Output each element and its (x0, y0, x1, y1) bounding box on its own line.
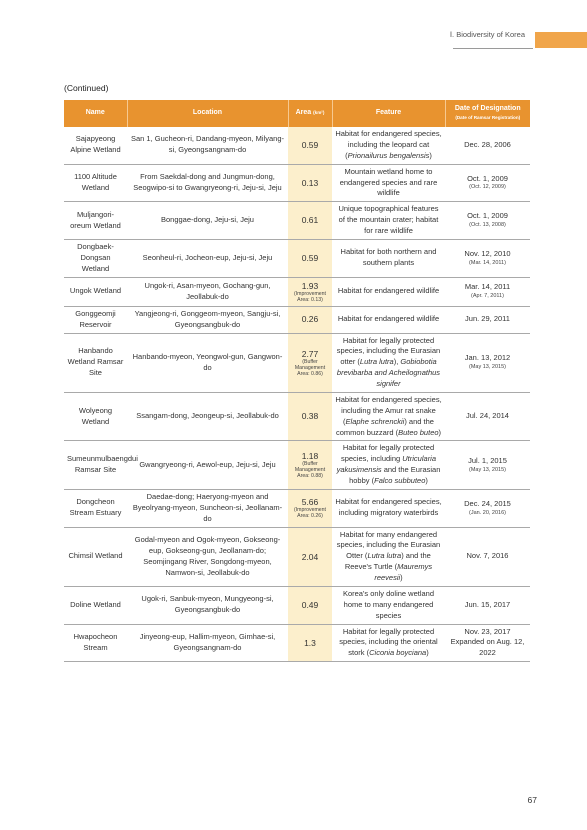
cell-name: 1100 Altitude Wetland (64, 164, 127, 202)
table-row (64, 333, 530, 392)
cell-area (288, 277, 332, 306)
cell-location: Daedae-dong; Haeryong-myeon and Byeolryang-myeon, Suncheon-si, Jeollanam-do (127, 489, 288, 527)
col-header-name: Name (64, 100, 127, 127)
cell-date (445, 392, 530, 441)
cell-name: Dongbaek-Dongsan Wetland (64, 239, 127, 277)
cell-name: Dongcheon Stream Estuary (64, 489, 127, 527)
cell-feature (332, 127, 445, 164)
species-name: Prionailurus bengalensis (347, 150, 430, 160)
table-row (64, 202, 530, 240)
feature-text: ), (393, 357, 401, 367)
feature-text: Habitat for both northern and southern plants (340, 247, 437, 268)
cell-name: Gonggeomji Reservoir (64, 306, 127, 333)
ramsar-date: (Oct. 13, 2008) (469, 222, 506, 229)
area-value: 0.38 (301, 411, 319, 422)
cell-feature (332, 202, 445, 240)
designation-date: Jun. 15, 2017 (464, 599, 511, 609)
species-name: Lutra lutra (359, 357, 394, 367)
feature-text: ) (429, 150, 432, 160)
cell-date (445, 277, 530, 306)
cell-feature (332, 441, 445, 490)
cell-feature (332, 624, 445, 662)
table-row (64, 489, 530, 527)
cell-location: Gwangryeong-ri, Aewol-eup, Jeju-si, Jeju (127, 441, 288, 490)
designation-date: Dec. 28, 2006 (464, 139, 511, 149)
cell-name: Wolyeong Wetland (64, 392, 127, 441)
cell-name: Hanbando Wetland Ramsar Site (64, 333, 127, 392)
col-header-area-unit: (km²) (313, 110, 325, 116)
ramsar-date: (May 13, 2015) (469, 364, 506, 371)
cell-feature (332, 527, 445, 586)
species-name: Falco subbuteo (374, 476, 426, 485)
feature-text: Habitat for endangered wildlife (337, 286, 440, 296)
cell-area (288, 441, 332, 490)
species-name: Lutra lutra (367, 551, 402, 561)
cell-location: Yangjeong-ri, Gonggeom-myeon, Sangju-si, Gyeongsangbuk-do (127, 306, 288, 333)
cell-date (445, 441, 530, 490)
cell-feature (332, 586, 445, 624)
feature-text: Habitat for legally protected species, including (340, 443, 435, 464)
chapter-rule (453, 48, 533, 49)
cell-feature (332, 239, 445, 277)
table-row (64, 306, 530, 333)
area-value: 0.13 (301, 177, 319, 188)
page-number: 67 (527, 795, 537, 805)
ramsar-date: (Oct. 12, 2009) (469, 184, 506, 191)
species-name: Ciconia boyciana (369, 648, 427, 658)
table-row (64, 527, 530, 586)
col-header-date-label: Date of Designation (454, 105, 521, 113)
designation-date: Jul. 1, 2015 (468, 455, 507, 465)
species-name: Gobiobotia brevibarba and Acheilognathus signifer (336, 357, 441, 388)
feature-text: and the Eurasian hobby ( (349, 465, 441, 485)
ramsar-date: (Apr. 7, 2011) (471, 293, 504, 300)
cell-name: Sajapyeong Alpine Wetland (64, 127, 127, 164)
wetland-table (64, 100, 530, 662)
feature-text: Habitat for many endangered species, including the Eurasian Otter ( (336, 529, 441, 561)
feature-text: Habitat for endangered species, including the leopard cat ( (335, 129, 442, 160)
col-header-date-sub: (Date of Ramsar Registration) (455, 114, 521, 120)
area-value: 0.59 (301, 140, 319, 151)
continued-label: (Continued) (64, 83, 109, 93)
feature-text: Habitat for legally protected species, including the oriental stork ( (339, 626, 438, 658)
area-value: 5.66 (301, 497, 319, 508)
cell-date (445, 489, 530, 527)
area-note: (Buffer Management Area: 0.86) (294, 358, 326, 377)
area-value: 0.26 (301, 314, 319, 325)
cell-location: Ugok-ri, Sanbuk-myeon, Mungyeong-si, Gyeongsangbuk-do (127, 586, 288, 624)
cell-location: Seonheul-ri, Jocheon-eup, Jeju-si, Jeju (127, 239, 288, 277)
species-name: Buteo buteo (398, 427, 439, 437)
species-name: Elaphe schrenckii (345, 416, 405, 426)
cell-location: From Saekdal-dong and Jungmun-dong, Seogwipo-si to Gwangryeong-ri, Jeju-si, Jeju (127, 164, 288, 202)
cell-name: Ungok Wetland (64, 277, 127, 306)
cell-area (288, 489, 332, 527)
feature-text: Unique topographical features of the mountain crater; habitat for rare wildlife (338, 204, 439, 235)
designation-date: Jun. 29, 2011 (465, 314, 510, 324)
cell-area (288, 392, 332, 441)
cell-area (288, 239, 332, 277)
cell-date (445, 527, 530, 586)
chapter-title: Ⅰ. Biodiversity of Korea (449, 30, 525, 39)
col-header-location: Location (127, 100, 288, 127)
area-value: 2.04 (301, 551, 319, 562)
feature-text: ) (438, 427, 442, 437)
designation-date: Nov. 7, 2016 (466, 551, 509, 561)
area-value: 1.3 (304, 637, 316, 648)
cell-date (445, 202, 530, 240)
species-name: Utricularia yakusimensis (336, 454, 437, 475)
table-row (64, 239, 530, 277)
feature-text: Mountain wetland home to endangered species and rare wildlife (339, 166, 438, 198)
cell-location: Godal-myeon and Ogok-myeon, Gokseong-eup, Gokseong-gun, Jeollanam-do; Seomjingang River, Songdong-myeon, Namwon-si, Jeollabuk-do (127, 527, 288, 586)
cell-date (445, 306, 530, 333)
table-row (64, 164, 530, 202)
cell-location: San 1, Gucheon-ri, Dandang-myeon, Milyang-si, Gyeongsangnam-do (127, 127, 288, 164)
feature-text: Habitat for endangered species, including migratory waterbirds (335, 497, 442, 518)
cell-feature (332, 306, 445, 333)
cell-name: Doline Wetland (64, 586, 127, 624)
table-row (64, 441, 530, 490)
col-header-date (445, 100, 530, 127)
area-note: (Improvement Area: 0.26) (294, 507, 326, 520)
designation-date: Dec. 24, 2015 (464, 498, 511, 508)
cell-date (445, 624, 530, 662)
cell-location: Ssangam-dong, Jeongeup-si, Jeollabuk-do (127, 392, 288, 441)
cell-area (288, 306, 332, 333)
feature-text: ) and the Reeve's Turtle ( (344, 551, 431, 572)
cell-area (288, 586, 332, 624)
cell-date (445, 164, 530, 202)
chapter-tab (535, 32, 587, 48)
cell-location: Jinyeong-eup, Hallim-myeon, Gimhae-si, Gyeongsangnam-do (127, 624, 288, 662)
col-header-area-label: Area (295, 109, 312, 117)
cell-date (445, 239, 530, 277)
cell-date (445, 127, 530, 164)
area-value: 1.93 (301, 280, 319, 291)
chapter-header (0, 0, 587, 50)
ramsar-date: (May 13, 2015) (469, 466, 506, 473)
cell-area (288, 527, 332, 586)
cell-date (445, 333, 530, 392)
area-note: (Buffer Management Area: 0.88) (294, 461, 326, 480)
cell-area (288, 127, 332, 164)
table-row (64, 624, 530, 662)
cell-feature (332, 164, 445, 202)
cell-location: Bonggae-dong, Jeju-si, Jeju (127, 202, 288, 240)
table-row (64, 277, 530, 306)
table-row (64, 586, 530, 624)
feature-text: Habitat for endangered wildlife (337, 314, 440, 324)
designation-date: Oct. 1, 2009 (467, 211, 508, 221)
cell-name: Muljangori-oreum Wetland (64, 202, 127, 240)
table-row (64, 392, 530, 441)
cell-area (288, 333, 332, 392)
designation-date: Nov. 23, 2017 Expanded on Aug. 12, 2022 (450, 626, 525, 658)
cell-area (288, 202, 332, 240)
cell-date (445, 586, 530, 624)
col-header-area (288, 100, 332, 127)
area-value: 0.49 (301, 600, 319, 611)
species-name: Mauremys reevesii (374, 562, 433, 582)
cell-feature (332, 489, 445, 527)
cell-area (288, 164, 332, 202)
cell-name: Chimsil Wetland (64, 527, 127, 586)
feature-text: ) (400, 573, 403, 582)
cell-name: Sumeunmulbaengdui Ramsar Site (64, 441, 127, 490)
cell-location: Hanbando-myeon, Yeongwol-gun, Gangwon-do (127, 333, 288, 392)
feature-text: Habitat for legally protected species, including the Eurasian otter ( (336, 335, 441, 367)
area-value: 0.61 (301, 215, 319, 226)
designation-date: Mar. 14, 2011 (464, 282, 511, 292)
table-header-row (64, 100, 530, 127)
feature-text: ) (426, 648, 429, 658)
table-body (64, 127, 530, 662)
table-row (64, 127, 530, 164)
area-value: 2.77 (301, 348, 319, 359)
col-header-feature: Feature (332, 100, 445, 127)
feature-text: Korea's only doline wetland home to many endangered species (342, 588, 435, 620)
area-note: (Improvement Area: 0.13) (294, 290, 326, 303)
ramsar-date: (Mar. 14, 2011) (469, 259, 506, 266)
cell-area (288, 624, 332, 662)
designation-date: Jul. 24, 2014 (466, 411, 509, 421)
cell-feature (332, 392, 445, 441)
cell-name: Hwapocheon Stream (64, 624, 127, 662)
cell-feature (332, 277, 445, 306)
area-value: 1.18 (301, 451, 319, 462)
designation-date: Jan. 13, 2012 (464, 353, 511, 363)
ramsar-date: (Jan. 20, 2016) (469, 509, 506, 516)
cell-feature (332, 333, 445, 392)
designation-date: Nov. 12, 2010 (464, 248, 511, 258)
cell-location: Ungok-ri, Asan-myeon, Gochang-gun, Jeollabuk-do (127, 277, 288, 306)
designation-date: Oct. 1, 2009 (467, 173, 508, 183)
area-value: 0.59 (301, 253, 319, 264)
feature-text: Habitat for endangered species, including the Amur rat snake ( (335, 394, 442, 426)
feature-text: ) (425, 476, 428, 485)
feature-text: ) and the common buzzard ( (335, 416, 434, 437)
